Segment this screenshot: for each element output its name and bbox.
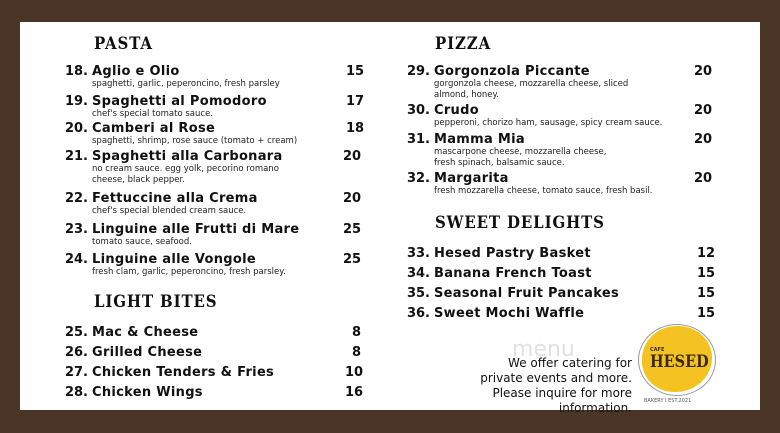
item-number: 23. bbox=[64, 222, 88, 237]
item-price: 25 bbox=[343, 252, 362, 267]
menu-item bbox=[406, 132, 716, 169]
item-number: 20. bbox=[64, 121, 88, 136]
item-price: 12 bbox=[697, 246, 716, 261]
item-description: fresh clam, garlic, peperoncino, fresh parsley. bbox=[92, 267, 286, 277]
item-description: gorgonzola cheese, mozzarella cheese, sliced almond, honey. bbox=[434, 79, 629, 100]
item-number: 32. bbox=[406, 171, 430, 186]
item-number: 29. bbox=[406, 64, 430, 79]
menu-item bbox=[64, 345, 364, 360]
item-name: Fettuccine alla Crema bbox=[92, 191, 258, 206]
item-description: spaghetti, shrimp, rose sauce (tomato + cream) bbox=[92, 136, 298, 146]
logo-tagline: BAKERY I EST.2021 bbox=[644, 398, 692, 404]
item-price: 15 bbox=[697, 306, 716, 321]
watermark: menu bbox=[512, 337, 575, 362]
pasta-heading: PASTA bbox=[94, 34, 153, 54]
item-description: fresh mozzarella cheese, tomato sauce, fresh basil. bbox=[434, 186, 653, 196]
item-name: Spaghetti al Pomodoro bbox=[92, 94, 267, 109]
pizza-heading: PIZZA bbox=[435, 34, 492, 54]
item-number: 22. bbox=[64, 191, 88, 206]
menu-item bbox=[406, 64, 716, 101]
menu-item bbox=[406, 103, 716, 129]
item-name: Banana French Toast bbox=[434, 266, 592, 281]
item-name: Camberi al Rose bbox=[92, 121, 216, 136]
item-number: 25. bbox=[64, 325, 88, 340]
item-number: 18. bbox=[64, 64, 88, 79]
menu-item bbox=[406, 266, 716, 281]
item-number: 30. bbox=[406, 103, 430, 118]
item-number: 26. bbox=[64, 345, 88, 360]
item-name: Grilled Cheese bbox=[92, 345, 203, 360]
menu-item bbox=[64, 325, 364, 340]
cafe-hesed-logo bbox=[642, 326, 712, 404]
item-name: Gorgonzola Piccante bbox=[434, 64, 590, 79]
item-price: 15 bbox=[346, 64, 365, 79]
catering-line: private events and more. bbox=[480, 371, 632, 385]
item-name: Linguine alle Vongole bbox=[92, 252, 256, 267]
menu-item bbox=[64, 365, 364, 380]
menu-item bbox=[64, 149, 364, 186]
logo-cafe-text: CAFE bbox=[650, 347, 665, 353]
item-price: 8 bbox=[352, 345, 362, 360]
item-number: 27. bbox=[64, 365, 88, 380]
item-number: 35. bbox=[406, 286, 430, 301]
item-name: Aglio e Olio bbox=[92, 64, 180, 79]
logo-wordmark: HESED bbox=[650, 352, 709, 372]
item-number: 24. bbox=[64, 252, 88, 267]
item-description: no cream sauce. egg yolk, pecorino romano cheese, black pepper. bbox=[92, 164, 279, 185]
catering-line: Please inquire for more information. bbox=[492, 386, 632, 415]
item-number: 19. bbox=[64, 94, 88, 109]
item-description: pepperoni, chorizo ham, sausage, spicy cream sauce. bbox=[434, 118, 663, 128]
item-price: 25 bbox=[343, 222, 362, 237]
menu-item bbox=[64, 252, 364, 278]
menu-item bbox=[64, 121, 364, 147]
menu-item bbox=[406, 306, 716, 321]
item-name: Margarita bbox=[434, 171, 509, 186]
item-price: 20 bbox=[694, 103, 713, 118]
menu-item bbox=[64, 64, 364, 90]
item-price: 15 bbox=[697, 266, 716, 281]
item-name: Linguine alle Frutti di Mare bbox=[92, 222, 300, 237]
light-bites-heading: LIGHT BITES bbox=[94, 292, 218, 312]
item-name: Sweet Mochi Waffle bbox=[434, 306, 585, 321]
item-price: 20 bbox=[343, 191, 362, 206]
item-number: 34. bbox=[406, 266, 430, 281]
item-name: Chicken Tenders & Fries bbox=[92, 365, 275, 380]
item-number: 21. bbox=[64, 149, 88, 164]
item-price: 16 bbox=[345, 385, 364, 400]
item-number: 28. bbox=[64, 385, 88, 400]
item-description: mascarpone cheese, mozzarella cheese, fresh spinach, balsamic sauce. bbox=[434, 147, 607, 168]
item-number: 36. bbox=[406, 306, 430, 321]
item-name: Spaghetti alla Carbonara bbox=[92, 149, 283, 164]
sweet-delights-heading: SWEET DELIGHTS bbox=[435, 213, 605, 233]
menu-item bbox=[64, 94, 364, 120]
item-description: chef's special blended cream sauce. bbox=[92, 206, 247, 216]
catering-note bbox=[440, 356, 632, 416]
item-name: Crudo bbox=[434, 103, 479, 118]
item-price: 20 bbox=[694, 171, 713, 186]
item-name: Chicken Wings bbox=[92, 385, 203, 400]
catering-line: We offer catering for bbox=[508, 356, 632, 370]
menu-item bbox=[406, 171, 716, 197]
item-price: 15 bbox=[697, 286, 716, 301]
item-price: 8 bbox=[352, 325, 362, 340]
item-name: Seasonal Fruit Pancakes bbox=[434, 286, 619, 301]
item-price: 20 bbox=[694, 64, 713, 79]
item-price: 10 bbox=[345, 365, 364, 380]
menu-page bbox=[20, 22, 760, 415]
item-price: 17 bbox=[346, 94, 365, 109]
item-description: chef's special tomato sauce. bbox=[92, 109, 213, 119]
item-name: Hesed Pastry Basket bbox=[434, 246, 591, 261]
menu-item bbox=[64, 191, 364, 217]
menu-item bbox=[406, 286, 716, 301]
menu-item bbox=[64, 222, 364, 248]
item-number: 31. bbox=[406, 132, 430, 147]
item-price: 20 bbox=[343, 149, 362, 164]
item-name: Mamma Mia bbox=[434, 132, 525, 147]
item-number: 33. bbox=[406, 246, 430, 261]
item-name: Mac & Cheese bbox=[92, 325, 199, 340]
item-description: spaghetti, garlic, peperoncino, fresh parsley bbox=[92, 79, 280, 89]
menu-item bbox=[64, 385, 364, 400]
item-description: tomato sauce, seafood. bbox=[92, 237, 192, 247]
menu-item bbox=[406, 246, 716, 261]
item-price: 20 bbox=[694, 132, 713, 147]
item-price: 18 bbox=[346, 121, 365, 136]
